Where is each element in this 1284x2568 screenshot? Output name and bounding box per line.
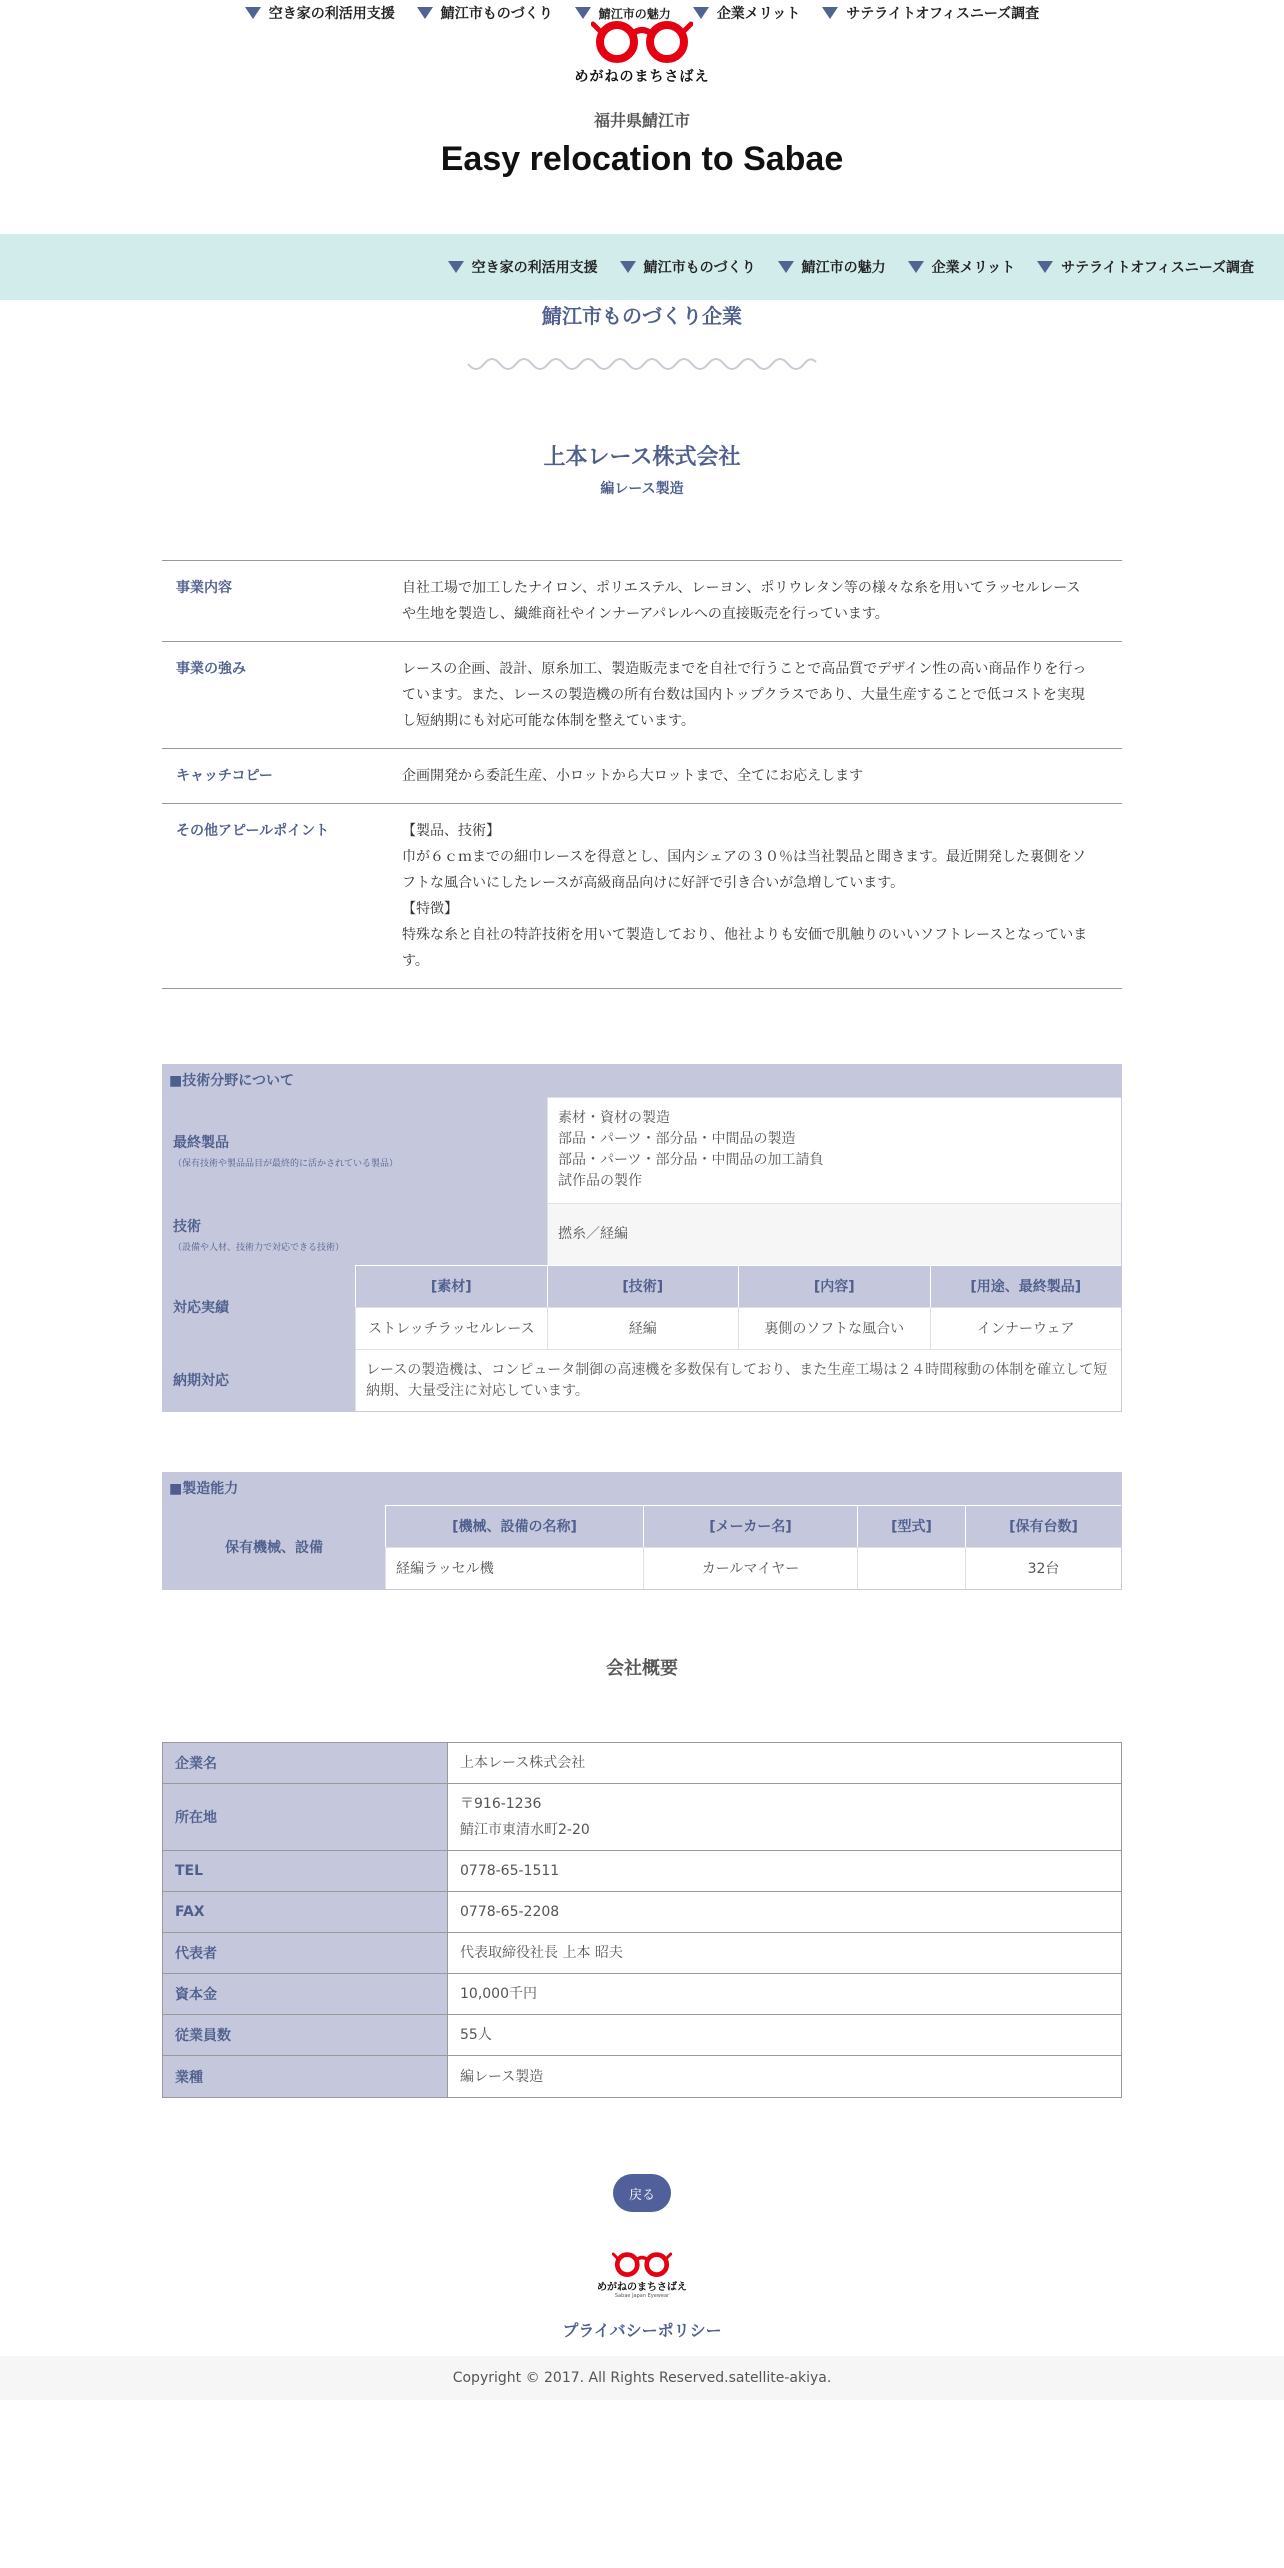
capability-heading: ■製造能力 [163,1473,1121,1505]
tech-row-final-products [163,1097,1121,1203]
info-row-strength [162,642,1122,749]
nav-label: 企業メリット [931,260,1016,276]
glasses-logo-icon [591,18,693,64]
overview-line: 代表取締役社長 上本 昭夫 [460,1945,623,1961]
overview-title: 会社概要 [606,1658,678,1679]
capability-row [163,1505,1121,1589]
overview-line: 55人 [460,2027,492,2043]
overview-line: 上本レース株式会社 [460,1755,586,1771]
record-header-row [355,1265,1121,1307]
overview-value [447,2015,1121,2055]
wave-divider-icon [466,352,818,376]
nav-label: 鯖江市ものづくり [440,6,553,22]
nav-label: 鯖江市の魅力 [598,6,671,21]
label-text: 技術 [173,1218,201,1235]
tech-value: 撚糸／経編 [547,1203,1121,1265]
record-value: 経編 [547,1307,739,1349]
overview-line: 10,000千円 [460,1986,537,2002]
overview-value [447,1933,1121,1973]
overview-line: 鯖江市東清水町2-20 [460,1822,590,1838]
privacy-policy-link[interactable]: プライバシーポリシー [562,2321,722,2340]
overview-label: FAX [163,1892,447,1932]
overview-label: 業種 [163,2056,447,2097]
overview-label: 従業員数 [163,2015,447,2055]
overview-value [447,1743,1121,1783]
capability-value: カールマイヤー [643,1547,857,1589]
overview-value [447,1892,1121,1932]
triangle-down-icon [620,261,636,273]
nav-label: サテライトオフィスニーズ調査 [1061,260,1254,276]
info-row-catchcopy [162,749,1122,804]
capability-value-row [385,1547,1121,1589]
info-value: 企画開発から委託生産、小ロットから大ロットまで、全てにお応えします [402,768,864,784]
tech-value: レースの製造機は、コンピュータ制御の高速機を多数保有しており、また生産工場は２４時間稼動の体制を確立して短 納期、大量受注に対応しています。 [355,1349,1121,1411]
capability-header-row [385,1505,1121,1547]
tech-row-delivery [163,1349,1121,1411]
overview-label: 所在地 [163,1784,447,1850]
tech-label [163,1097,547,1203]
record-value: 裏側のソフトな風合い [738,1307,930,1349]
nav-item-akiya[interactable] [448,254,598,280]
overview-line: 〒916-1236 [460,1796,542,1812]
overview-value [447,1974,1121,2014]
nav-label: 鯖江市ものづくり [643,260,756,276]
capability-table [162,1472,1122,1590]
capability-value: 経編ラッセル機 [385,1547,643,1589]
nav-label: サテライトオフィスニーズ調査 [846,6,1040,22]
nav-item-survey[interactable] [1037,254,1254,280]
capability-value: 32台 [965,1547,1121,1589]
nav-label: 空き家の利活用支援 [471,260,598,276]
info-label: キャッチコピー [176,768,273,784]
capability-col-header: [型式] [857,1505,965,1547]
record-col-header: [技術] [547,1265,739,1307]
site-title: Easy relocation to Sabae [440,140,844,178]
tech-label: 対応実績 [163,1265,355,1349]
overview-value [447,1851,1121,1891]
info-value: レースの企画、設計、原糸加工、製造販売までを自社で行うことで高品質でデザイン性の高い商品作りを行っ ています。また、レースの製造機の所有台数は国内トップクラスであり、大量生産することで低コストを実現 し短納期にも対応可能な体制を整えています。 [402,661,1087,729]
capability-label: 保有機械、設備 [163,1505,385,1589]
glasses-logo-icon [612,2250,672,2278]
main-nav-band [0,234,1284,300]
overview-label: TEL [163,1851,447,1891]
overview-row [163,1784,1121,1851]
prefecture-label: 福井県鯖江市 [593,111,690,130]
info-row-business [162,561,1122,642]
capability-value [857,1547,965,1589]
copyright: Copyright © 2017. All Rights Reserved.satellite-akiya. [0,2356,1284,2400]
overview-value [447,1784,1121,1850]
record-grid [355,1265,1121,1349]
capability-col-header: [メーカー名] [643,1505,857,1547]
overview-label: 資本金 [163,1974,447,2014]
footer-logo-sub: Sabae Japan Eyewear [614,2293,670,2299]
capability-grid [385,1505,1121,1589]
nav-item-merit[interactable] [908,254,1015,280]
section-title: 鯖江市ものづくり企業 [542,304,742,328]
info-row-appeal [162,804,1122,989]
overview-row [163,2015,1121,2056]
site-logo[interactable] [0,18,1284,86]
info-label: 事業内容 [176,580,232,596]
tech-row-record [163,1265,1121,1349]
overview-value [447,2056,1121,2097]
capability-col-header: [保有台数] [965,1505,1121,1547]
record-value: インナーウェア [930,1307,1122,1349]
label-text: 最終製品 [173,1134,229,1151]
overview-line: 0778-65-2208 [460,1904,560,1920]
info-value: 【製品、技術】 巾が６ｃｍまでの細巾レースを得意とし、国内シェアの３０％は当社製品と聞きます。最近開発した裏側をソ フトな風合いにしたレースが高級商品向けに好評で引き合いが急増しています。 【特徴】 特殊な糸と自社の特許技術を用いて製造しており、他社よりも安価で肌触りのいいソフトレースとなっていま す。 [402,823,1088,969]
nav-label: 企業メリット [716,6,801,22]
company-overview-table [162,1742,1122,2098]
record-col-header: [素材] [355,1265,547,1307]
overview-label: 企業名 [163,1743,447,1783]
tech-label: 納期対応 [163,1349,355,1411]
company-category: 編レース製造 [600,481,684,497]
label-note: （保有技術や製品品目が最終的に活かされている製品） [173,1158,399,1169]
nav-item-monozukuri[interactable] [620,254,756,280]
triangle-down-icon [908,261,924,273]
company-name: 上本レース株式会社 [543,445,741,470]
tech-value: 素材・資材の製造 部品・パーツ・部分品・中間品の製造 部品・パーツ・部分品・中間品の加工請負 試作品の製作 [547,1097,1121,1203]
logo-text: めがねのまちさばえ [574,69,710,85]
record-value-row [355,1307,1121,1349]
info-label: 事業の強み [176,661,246,677]
triangle-down-icon [778,261,794,273]
record-col-header: [用途、最終製品] [930,1265,1122,1307]
record-value: ストレッチラッセルレース [355,1307,547,1349]
footer-logo[interactable] [0,2250,1284,2299]
overview-line: 0778-65-1511 [460,1863,560,1879]
tech-row-technology [163,1203,1121,1265]
overview-label: 代表者 [163,1933,447,1973]
nav-label: 鯖江市の魅力 [801,260,886,276]
tech-heading: ■技術分野について [163,1065,1121,1097]
overview-row [163,2056,1121,2097]
triangle-down-icon [448,261,464,273]
overview-row [163,1851,1121,1892]
back-button[interactable]: 戻る [613,2174,671,2212]
overview-row [163,1743,1121,1784]
tech-label [163,1203,547,1265]
overview-row [163,1974,1121,2015]
label-note: （設備や人材、技術力で対応できる技術） [173,1242,345,1253]
info-label: その他アピールポイント [176,823,330,839]
overview-line: 編レース製造 [460,2068,544,2085]
overview-row [163,1892,1121,1933]
capability-col-header: [機械、設備の名称] [385,1505,643,1547]
footer-logo-text: めがねのまちさばえ [597,2282,687,2293]
nav-label: 空き家の利活用支援 [268,6,395,22]
info-value: 自社工場で加工したナイロン、ポリエステル、レーヨン、ポリウレタン等の様々な糸を用いてラッセルレース や生地を製造し、繊維商社やインナーアパレルへの直接販売を行っています。 [402,580,1081,622]
tech-field-table [162,1064,1122,1412]
record-col-header: [内容] [738,1265,930,1307]
nav-item-miryoku[interactable] [778,254,886,280]
overview-row [163,1933,1121,1974]
triangle-down-icon [1037,261,1053,273]
company-info-table [162,560,1122,989]
